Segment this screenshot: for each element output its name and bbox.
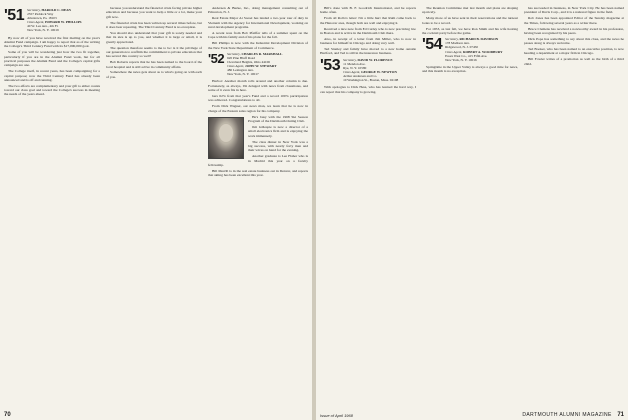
paragraph: Bruce Clemens has received a noteworthy award in his profession, having been recognized by his peers. [524, 26, 624, 35]
paragraph: Rob Jones has been appointed Editor of the Sunday magazine at the Times, following several years as a writer there. [524, 16, 624, 25]
secretary-name: HAROLD C. DEAN [41, 8, 71, 12]
classmate-portrait [208, 117, 244, 159]
paragraph: Ted Booker, who has been named to an executive position, is now heading a department at a major firm in Chicago. [524, 47, 624, 56]
paragraph: The College itself, in recent years, has been campaigning for a capital purpose; now the Third Century Fund has already been announced and is off and running. [4, 69, 100, 82]
agent-name: ROBERT A. WOODBURY [463, 49, 503, 54]
paragraph: From all Rollo's letter: I'm a little hurt that Ruth came back to the Hanover area, though both are well and enjoying it. [320, 16, 416, 25]
page-number: 71 [617, 412, 624, 418]
class-header-53 [320, 58, 416, 83]
paragraph: Bill's done with B. F. Goodrich International, and he reports home often. [320, 6, 416, 15]
secretary-name: RICHARD B. DAVIDSON [459, 37, 499, 42]
paragraph: With apologies to Dick Hess, who has learned the hard way, I can report that his company is growing. [320, 85, 416, 94]
paragraph: The financial crisis has been written up several times before, but it does bear repeating. The Third Century Fund is no exception. [106, 20, 202, 29]
paragraph: The class dinner in New York was a big success, with nearly forty men and their wives on hand for the evening. [248, 139, 308, 153]
paragraph: Andersen & Burke, Inc., doing management consulting out of Princeton, N. J. [208, 6, 308, 15]
paragraph: The Reunion Committee met last month and plans are shaping up nicely. [422, 6, 518, 15]
paragraph: Ted Stanley and family have moved to a new home outside Hartford, and Ted is still in the insurance business. [320, 47, 416, 56]
left-footer [4, 412, 11, 418]
class-header-51 [4, 8, 100, 33]
class-year: '52 [208, 50, 225, 66]
secretary-block: Secretary, DAVID W. FLORENCE 11 Mendon Ave. Rye, N. Y. 10580 Class Agent, GEORGE W. NEWTON Arthur Andersen and Co. 10 Washington St., Boston, Mass. 02108 [343, 57, 399, 83]
paragraph: The question therefore seems to me to be: is it the privilege of our generation to reaffirm the commitment to private education that has served this country so well? [106, 45, 202, 59]
right-column-1 [320, 6, 416, 96]
paragraph: Some of you will be wondering just how the two fit together, particularly if you are in the Alumni Fund work, but for all practical purposes the Alumni Fund and the College's capital gifts campaign are one. [4, 50, 100, 68]
secretary-block: Secretary, HAROLD C. DEAN 2357 Paddock Way Allentown, Pa. 18103 Class Agent, EDWARD W. PHILLIPS 40 W. Lea Ave., 4th Fl. New York, N. Y. 10019 [27, 8, 82, 33]
portrait-caption: He's busy with the 1968 Ski Season Program of the Dartmouth Outing Club. [248, 114, 308, 123]
agent-name: JOHN W. STEWART [245, 64, 277, 69]
paragraph: You should also understand that your gift is sorely needed and that its size is up to you, and whether it is large or small, it is greatly appreciated. [106, 30, 202, 44]
paragraph: Dick Pope has something to say about this class, and the news he passes along is always welcome. [524, 36, 624, 46]
agent-name: EDWARD W. PHILLIPS [45, 20, 82, 25]
left-column-2 [106, 6, 202, 81]
secretary-block: Secretary, CHARLES R. MARSHALL 620 Pine Bluff Road Cleveland Heights, Ohio 44106 Class Agent, JOHN W. STEWART 480 Lexington Ave. New York, N. Y. 10017 [227, 51, 283, 77]
left-column-3 [208, 6, 308, 179]
paragraph: Springtime in the Upper Valley is always a good time for news, and this month is no exception. [422, 64, 518, 74]
right-footer [522, 412, 624, 418]
paragraph: Somewhere the news gets about as to what's going on with each of you. [106, 70, 202, 79]
paragraph: Bob Roberts reports that he has been named to the board of the local hospital and is still active in community affairs. [106, 60, 202, 69]
paragraph: Also, in receipt of a letter from Jim Miller, who is now in business for himself in Chicago and doing very well. [320, 36, 416, 46]
paragraph: From Dick Wagner, our news man, we learn that he is now in charge of the Eastern sales region for his company. [208, 104, 308, 113]
paragraph: Harbor: Another month rolls around and another column is due. Fortunately, as always, I'm deluged with news from classmates, and some of it even fits in here. [208, 79, 308, 93]
issue-line: Issue of April 1968 [320, 413, 353, 418]
magazine-title: DARTMOUTH ALUMNI MAGAZINE [522, 412, 612, 418]
class-header-54 [422, 37, 518, 62]
paragraph: By now all of you have received the first mailing on the year's Alumni Fund campaign. I am happy to report that as of the writing the College's Third Century Fund with its $17,000,000 goal. [4, 35, 100, 49]
paragraph: because you understand the financial crisis facing private higher education and because you want to help a little or a lot, make your gift now. [106, 6, 202, 19]
paragraph: bers 62% from that year's Fund and a record 100% participation was achieved. Congratulations to all. [208, 94, 308, 103]
paragraph: Another graduate is Lee Fisher who is in Madrid this year on a faculty fellowship. [208, 154, 308, 167]
paragraph: Bill Phillips is now with the Industrial Development Division of the New York State Department of Commerce. [208, 41, 308, 50]
right-column-2 [422, 6, 518, 75]
paragraph: Bill Fowler writes of a promotion as well as the birth of a third child. [524, 57, 624, 66]
secretary-block: Secretary, RICHARD B. DAVIDSON 178 Madison Ave. Ridgewood, N. J. 07450 Class Agent, ROBERT A. WOODBURY Essex West Co., 415 Fifth Ave. New York, N. Y. 10016 [445, 37, 503, 62]
paragraph: The two efforts are complementary and your gift to either counts toward our class goal and toward the College's success in meeting the needs of the years ahead. [4, 83, 100, 97]
page-number: 70 [4, 412, 11, 418]
paragraph: A recent note from Bob Pfeiffer tells of a summer spent on the Cape with his family and of his plans for the fall. [208, 30, 308, 40]
agent-name: GEORGE W. NEWTON [361, 70, 397, 75]
secretary-name: CHARLES R. MARSHALL [241, 51, 283, 56]
right-page [316, 0, 628, 420]
class-year: '51 [4, 7, 25, 24]
paragraph: Jim Gillespie is now a director of a small electronics firm and is enjoying the work immensely. [248, 124, 308, 138]
paragraph: Bill Merrill is in the real estate business out in Denver, and reports that skiing has been excellent this year. [208, 168, 308, 178]
left-page [0, 0, 312, 420]
right-column-3 [524, 6, 624, 68]
class-header-52 [208, 52, 308, 77]
paragraph: Received a nice note from Ed Curley who is now practicing law in Boston and is active in the Dartmouth Club there. [320, 26, 416, 35]
face-shape [219, 124, 233, 142]
class-year: '54 [422, 36, 443, 54]
paragraph: has succeeded in business, in New York City. He has been named president of Davis Corp., and it is a national figure in the field. [524, 6, 624, 15]
paragraph: Real Estate Major At Sweet has landed a two-year tour of duty in Vietnam with the Agency for International Development, working on rural development programs. [208, 16, 308, 29]
class-year: '53 [320, 56, 341, 74]
paragraph: Many more of us have sent in their reservations and the turnout looks to be a record. [422, 16, 518, 25]
left-column-1 [4, 6, 100, 98]
secretary-name: DAVID W. FLORENCE [357, 57, 393, 62]
paragraph: For 1953, as last fall, we have Ron Smith and his wife hosting the cocktail party before the game. [422, 26, 518, 35]
